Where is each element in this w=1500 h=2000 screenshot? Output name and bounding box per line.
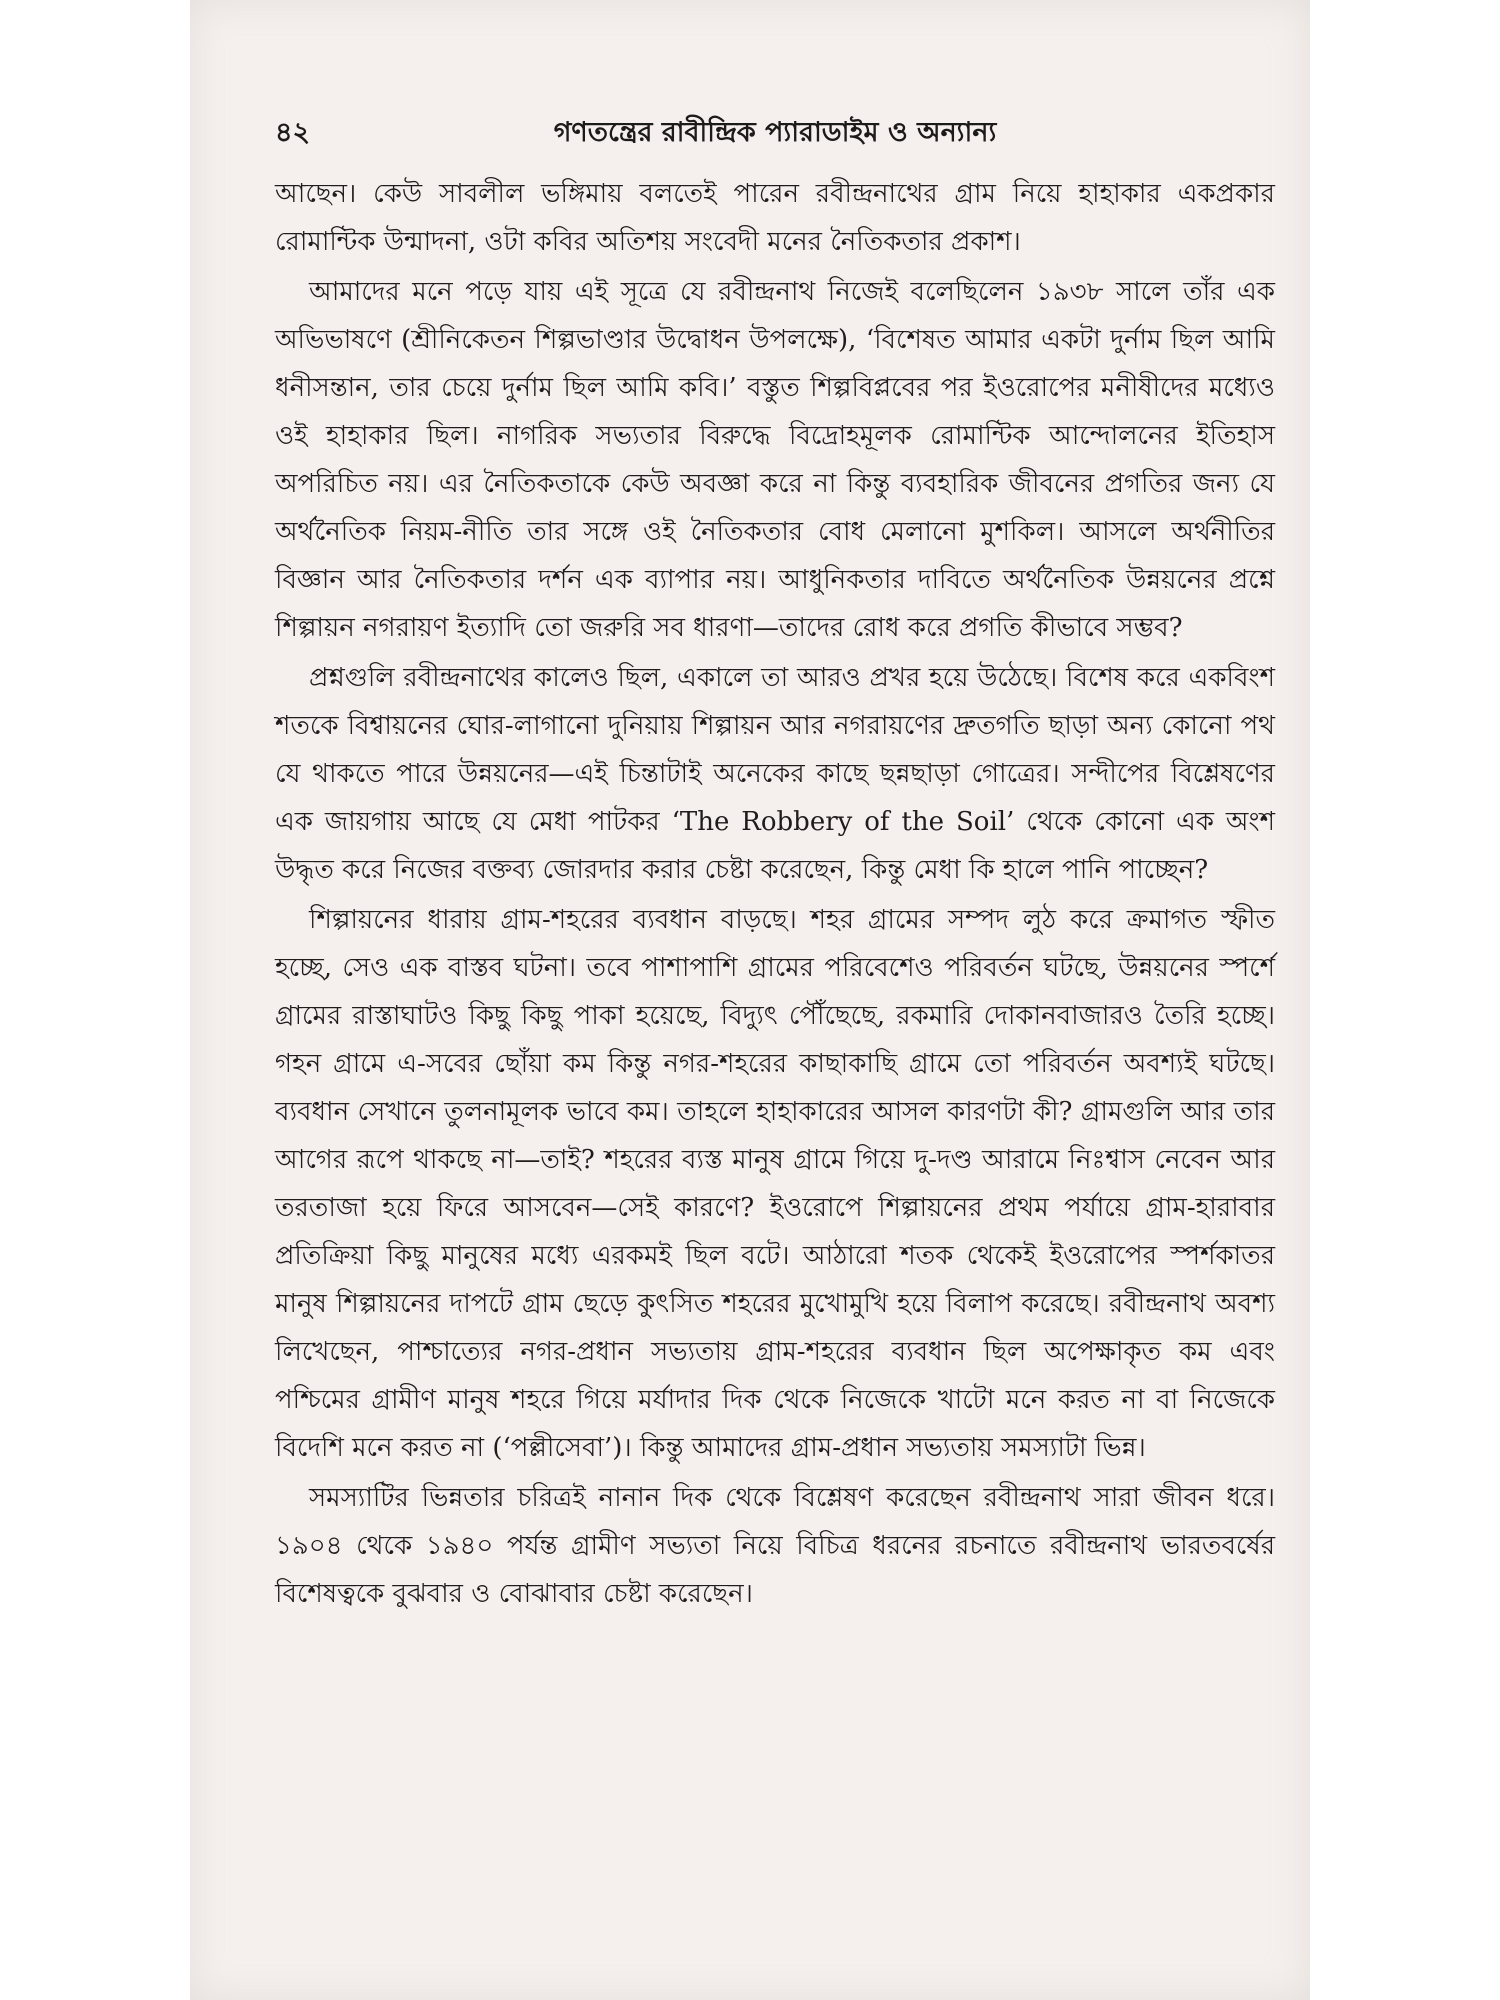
paragraph: প্রশ্নগুলি রবীন্দ্রনাথের কালেও ছিল, একালে তা আরও প্রখর হয়ে উঠেছে। বিশেষ করে একবিংশ শতকে বিশ্বায়নের ঘোর-লাগানো দুনিয়ায় শিল্পায়ন আর নগরায়ণের দ্রুতগতি ছাড়া অন্য কোনো পথ যে থাকতে পারে উন্নয়নের—এই চিন্তাটাই অনেকের কাছে ছন্নছাড়া গোত্রের। সন্দীপের বিশ্লেষণের এক জায়গায় আছে যে মেধা পাটকর ‘The Robbery of the Soil’ থেকে কোনো এক অংশ উদ্ধৃত করে নিজের বক্তব্য জোরদার করার চেষ্টা করেছেন, কিন্তু মেধা কি হালে পানি পাচ্ছেন? — [275, 663, 1275, 885]
body-text — [275, 170, 1275, 1620]
paragraph: আছেন। কেউ সাবলীল ভঙ্গিমায় বলতেই পারেন রবীন্দ্রনাথের গ্রাম নিয়ে হাহাকার একপ্রকার রোমান্টিক উন্মাদনা, ওটা কবির অতিশয় সংবেদী মনের নৈতিকতার প্রকাশ। — [275, 179, 1275, 257]
book-page — [190, 0, 1310, 2000]
paragraph: সমস্যাটির ভিন্নতার চরিত্রই নানান দিক থেকে বিশ্লেষণ করেছেন রবীন্দ্রনাথ সারা জীবন ধরে। ১৯০৪ থেকে ১৯৪০ পর্যন্ত গ্রামীণ সভ্যতা নিয়ে বিচিত্র ধরনের রচনাতে রবীন্দ্রনাথ ভারতবর্ষের বিশেষত্বকে বুঝবার ও বোঝাবার চেষ্টা করেছেন। — [275, 1483, 1275, 1609]
page-number: ৪২ — [275, 117, 311, 148]
paragraph: আমাদের মনে পড়ে যায় এই সূত্রে যে রবীন্দ্রনাথ নিজেই বলেছিলেন ১৯৩৮ সালে তাঁর এক অভিভাষণে (শ্রীনিকেতন শিল্পভাণ্ডার উদ্বোধন উপলক্ষে), ‘বিশেষত আমার একটা দুর্নাম ছিল আমি ধনীসন্তান, তার চেয়ে দুর্নাম ছিল আমি কবি।’ বস্তুত শিল্পবিপ্লবের পর ইওরোপের মনীষীদের মধ্যেও ওই হাহাকার ছিল। নাগরিক সভ্যতার বিরুদ্ধে বিদ্রোহমূলক রোমান্টিক আন্দোলনের ইতিহাস অপরিচিত নয়। এর নৈতিকতাকে কেউ অবজ্ঞা করে না কিন্তু ব্যবহারিক জীবনের প্রগতির জন্য যে অর্থনৈতিক নিয়ম-নীতি তার সঙ্গে ওই নৈতিকতার বোধ মেলানো মুশকিল। আসলে অর্থনীতির বিজ্ঞান আর নৈতিকতার দর্শন এক ব্যাপার নয়। আধুনিকতার দাবিতে অর্থনৈতিক উন্নয়নের প্রশ্নে শিল্পায়ন নগরায়ণ ইত্যাদি তো জরুরি সব ধারণা—তাদের রোধ করে প্রগতি কীভাবে সম্ভব? — [275, 277, 1275, 643]
paragraph: শিল্পায়নের ধারায় গ্রাম-শহরের ব্যবধান বাড়ছে। শহর গ্রামের সম্পদ লুঠ করে ক্রমাগত স্ফীত হচ্ছে, সেও এক বাস্তব ঘটনা। তবে পাশাপাশি গ্রামের পরিবেশেও পরিবর্তন ঘটছে, উন্নয়নের স্পর্শে গ্রামের রাস্তাঘাটও কিছু কিছু পাকা হয়েছে, বিদ্যুৎ পৌঁছেছে, রকমারি দোকানবাজারও তৈরি হচ্ছে। গহন গ্রামে এ-সবের ছোঁয়া কম কিন্তু নগর-শহরের কাছাকাছি গ্রামে তো পরিবর্তন অবশ্যই ঘটছে। ব্যবধান সেখানে তুলনামূলক ভাবে কম। তাহলে হাহাকারের আসল কারণটা কী? গ্রামগুলি আর তার আগের রূপে থাকছে না—তাই? শহরের ব্যস্ত মানুষ গ্রামে গিয়ে দু-দণ্ড আরামে নিঃশ্বাস নেবেন আর তরতাজা হয়ে ফিরে আসবেন—সেই কারণে? ইওরোপে শিল্পায়নের প্রথম পর্যায়ে গ্রাম-হারাবার প্রতিক্রিয়া কিছু মানুষের মধ্যে এরকমই ছিল বটে। আঠারো শতক থেকেই ইওরোপের স্পর্শকাতর মানুষ শিল্পায়নের দাপটে গ্রাম ছেড়ে কুৎসিত শহরের মুখোমুখি হয়ে বিলাপ করেছে। রবীন্দ্রনাথ অবশ্য লিখেছেন, পাশ্চাত্যের নগর-প্রধান সভ্যতায় গ্রাম-শহরের ব্যবধান ছিল অপেক্ষাকৃত কম এবং পশ্চিমের গ্রামীণ মানুষ শহরে গিয়ে মর্যাদার দিক থেকে নিজেকে খাটো মনে করত না বা নিজেকে বিদেশি মনে করত না (‘পল্লীসেবা’)। কিন্তু আমাদের গ্রাম-প্রধান সভ্যতায় সমস্যাটা ভিন্ন। — [275, 905, 1275, 1463]
book-title: গণতন্ত্রের রাবীন্দ্রিক প্যারাডাইম ও অন্যান্য — [553, 117, 997, 148]
running-head — [275, 112, 1275, 152]
